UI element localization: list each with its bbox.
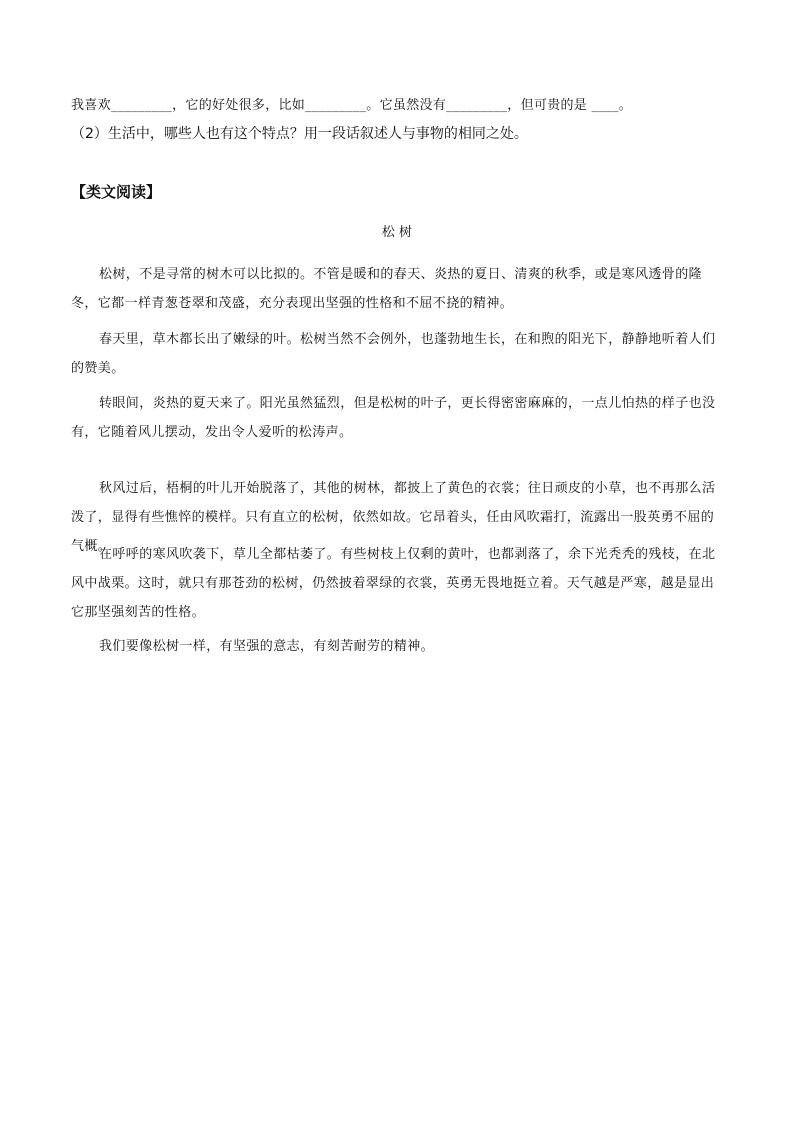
fill-in-blank-sentence: 我喜欢_________，它的好处很多，比如_________。它虽然没有_________，但可贵的是 ____。	[71, 98, 633, 113]
article-paragraph-5: 在呼呼的寒风吹袭下，草儿全都枯萎了。有些树枝上仅剩的黄叶，也都剥落了，余下光秃秃的残枝，在北风中战栗。这时，就只有那苍劲的松树，仍然披着翠绿的衣裳，英勇无畏地挺立着。天气越是严寒，越是显出它那坚强刻苦的性格。	[71, 547, 716, 620]
section-heading: 【类文阅读】	[71, 183, 162, 201]
article-paragraph-2: 春天里，草木都长出了嫩绿的叶。松树当然不会例外，也蓬勃地生长，在和煦的阳光下，静静地听着人们的赞美。	[71, 332, 716, 376]
article-paragraph-6: 我们要像松树一样，有坚强的意志，有刻苦耐劳的精神。	[99, 639, 435, 654]
article-paragraph-4: 秋风过后，梧桐的叶儿开始脱落了，其他的树林，都披上了黄色的衣裳；往日顽皮的小草，也不再那么活泼了，显得有些憔悴的模样。只有直立的松树，依然如故。它昂着头，任由风吹霜打，流露出一股英勇不屈的气概。	[71, 481, 716, 554]
article-paragraph-3: 转眼间，炎热的夏天来了。阳光虽然猛烈，但是松树的叶子，更长得密密麻麻的，一点儿怕热的样子也没有，它随着风儿摆动，发出令人爱听的松涛声。	[71, 396, 716, 440]
question-part-2: （2）生活中，哪些人也有这个特点？用一段话叙述人与事物的相同之处。	[71, 126, 528, 142]
article-paragraph-1: 松树，不是寻常的树木可以比拟的。不管是暖和的春天、炎热的夏日、清爽的秋季，或是寒风透骨的隆冬，它都一样青葱苍翠和茂盛，充分表现出坚强的性格和不屈不挠的精神。	[71, 267, 703, 311]
article-title: 松 树	[381, 225, 413, 240]
